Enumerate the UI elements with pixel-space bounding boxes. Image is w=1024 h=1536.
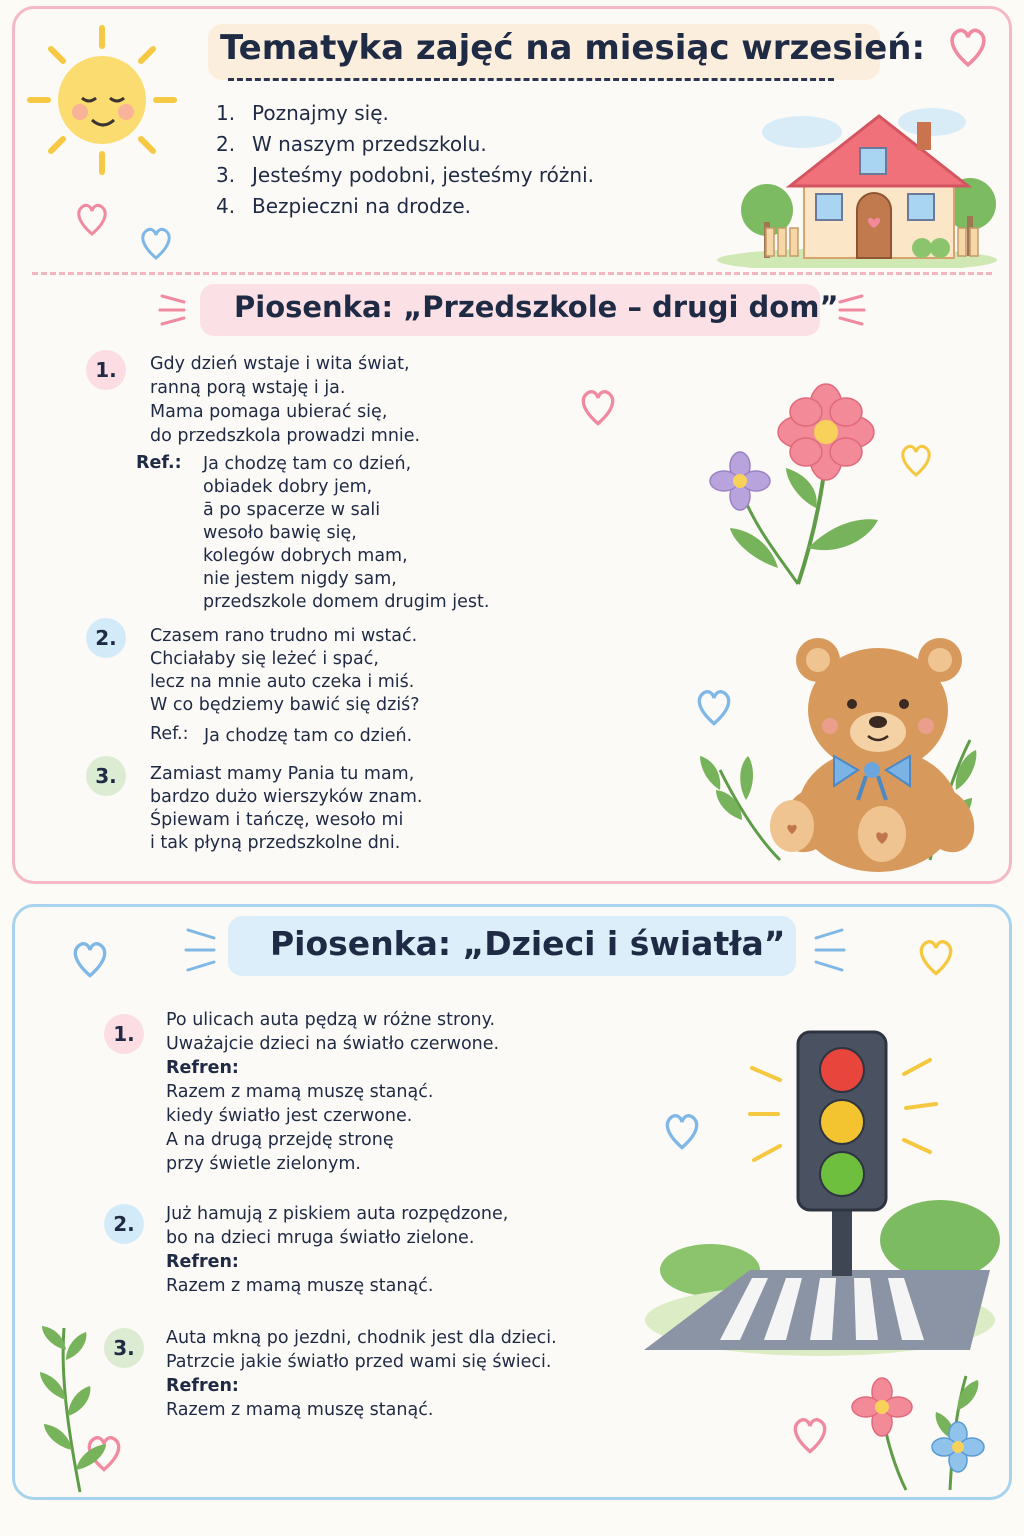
leaf-branch-icon xyxy=(20,1320,140,1496)
teddy-bear-icon xyxy=(690,620,1000,880)
sparkle-icon xyxy=(806,922,846,978)
sparkle-icon xyxy=(158,290,194,330)
list-item: 3. Jesteśmy podobni, jesteśmy różni. xyxy=(216,163,595,187)
flower-icon xyxy=(700,378,900,588)
heart-icon xyxy=(898,440,934,482)
refrain-short: Ja chodzę tam co dzień. xyxy=(204,726,413,746)
traffic-light-icon xyxy=(640,1020,1000,1360)
heart-icon xyxy=(578,384,618,432)
list-item: 4. Bezpieczni na drodze. xyxy=(216,194,472,218)
verse-number: 2. xyxy=(104,1204,144,1244)
heart-icon xyxy=(946,24,990,72)
house-icon xyxy=(712,92,1002,268)
verse-number: 3. xyxy=(86,756,126,796)
flower-icon xyxy=(846,1370,996,1494)
verse-3: Auta mkną po jezdni, chodnik jest dla dzieci. Patrzcie jakie światło przed wami się świeci. Refren: Razem z mamą muszę stanąć. xyxy=(166,1328,557,1420)
verse-number: 1. xyxy=(104,1014,144,1054)
heart-icon xyxy=(790,1412,830,1460)
sparkle-icon xyxy=(184,922,224,978)
verse-1: Po ulicach auta pędzą w różne strony. Uważajcie dzieci na światło czerwone. Refren: Razem z mamą muszę stanąć. kiedy światło jest czerwone. A na drugą przejdę stronę przy świetle zielonym. xyxy=(166,1010,500,1174)
list-item: 2. W naszym przedszkolu. xyxy=(216,132,487,156)
refrain-label: Ref.: xyxy=(150,724,189,744)
verse-2: Już hamują z piskiem auta rozpędzone, bo na dzieci mruga światło zielone. Refren: Razem z mamą muszę stanąć. xyxy=(166,1204,509,1296)
verse-3: Zamiast mamy Pania tu mam, bardzo dużo wierszyków znam. Śpiewam i tańczę, wesoło mi i tak płyną przedszkolne dni. xyxy=(150,764,423,853)
song-title-2: Piosenka: „Dzieci i światła” xyxy=(270,924,786,963)
song-title-1: Piosenka: „Przedszkole – drugi dom” xyxy=(234,290,839,324)
page-title: Tematyka zajęć na miesiąc wrzesień: xyxy=(220,28,926,68)
verse-number: 1. xyxy=(86,350,126,390)
title-underline xyxy=(228,78,834,81)
heart-icon xyxy=(662,1108,702,1156)
heart-icon xyxy=(916,934,956,982)
heart-icon xyxy=(138,224,174,264)
refrain: Ja chodzę tam co dzień, obiadek dobry jem, ā po spacerze w sali wesoło bawię się, kolegów dobrych mam, nie jestem nigdy sam, przedszkole domem drugim jest. xyxy=(203,454,490,612)
verse-number: 3. xyxy=(104,1328,144,1368)
list-item: 1. Poznajmy się. xyxy=(216,101,389,125)
sun-icon xyxy=(22,20,182,180)
section-divider xyxy=(32,272,992,275)
verse-1: Gdy dzień wstaje i wita świat, ranną porą wstaję i ja. Mama pomaga ubierać się, do przedszkola prowadzi mnie. xyxy=(150,354,421,446)
heart-icon xyxy=(74,200,110,240)
topics-list xyxy=(216,98,594,222)
heart-icon xyxy=(70,936,110,984)
refrain-label: Ref.: xyxy=(136,453,182,473)
verse-2: Czasem rano trudno mi wstać. Chciałaby się leżeć i spać, lecz na mnie auto czeka i miś. W co będziemy bawić się dziś? xyxy=(150,626,420,715)
verse-number: 2. xyxy=(86,618,126,658)
